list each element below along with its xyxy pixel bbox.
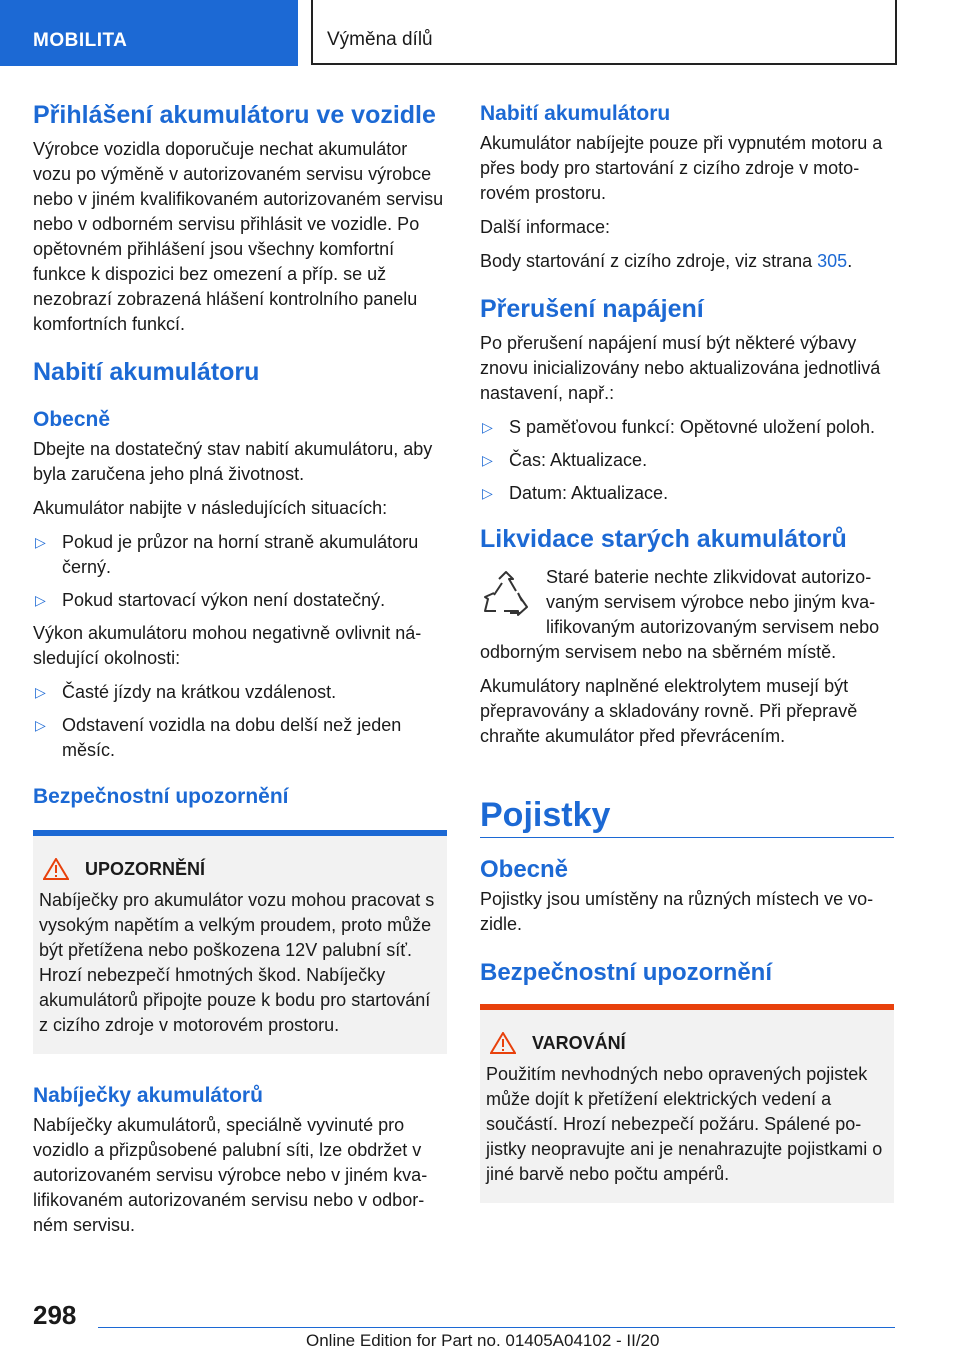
list-item: ▷ Čas: Aktualizace. (480, 448, 894, 473)
caution-title: UPOZORNĚNÍ (85, 858, 206, 879)
heading-disposal: Likvidace starých akumulátorů (480, 525, 847, 553)
caution-box (33, 830, 447, 1054)
heading-charging-right: Nabití akumulátoru (480, 102, 671, 125)
chapter-title: Výměna dílů (327, 29, 433, 50)
edition-info: Online Edition for Part no. 01405A04102 - II/20 (306, 1331, 660, 1350)
triangle-right-icon: ▷ (35, 684, 46, 700)
triangle-right-icon: ▷ (35, 534, 46, 550)
caution-header (39, 858, 439, 880)
heading-safety-fuses: Bezpečnostní upozornění (480, 959, 773, 986)
list-item: ▷ Datum: Aktualizace. (480, 481, 894, 506)
reinit-list (480, 415, 894, 506)
list-item: ▷ Pokud je průzor na horní straně akumulátoru černý. (35, 532, 419, 577)
warning-header (486, 1032, 886, 1054)
paragraph-fuses: Pojistky jsou umístěny na různých místech ve vozidle. (480, 889, 874, 934)
page-number: 298 (33, 1300, 77, 1330)
chapter-title-box (311, 0, 897, 65)
paragraph-chargers: Nabíječky akumulátorů, speciálně vyvinuté pro vozidlo a přizpůsobené palubní síti, lze obdržet v autorizovaném servisu výrobce nebo v jiném kvalifikovaném autorizovaném servisu nebo v odborném servisu. (33, 1115, 428, 1235)
paragraph-general-3: Výkon akumulátoru mohou negativně ovlivnit následující okolnosti: (33, 623, 422, 668)
right-column (480, 100, 894, 1231)
heading-chargers: Nabíječky akumulátorů (33, 1084, 263, 1107)
warning-box (480, 1004, 894, 1203)
warning-triangle-icon (43, 858, 69, 880)
heading-general-fuses: Obecně (480, 856, 569, 883)
warning-text: Použitím nevhodných nebo opravených pojistek může dojít k přetížení elektrických vedení a součástí. Hrozí nebezpečí požáru. Spálené pojistky neopravujte ani je nenahrazujte pojistkami o jiné barvě nebo počtu ampérů. (486, 1064, 883, 1184)
heading-charging: Nabití akumulátoru (33, 358, 260, 386)
warning-triangle-icon (490, 1032, 516, 1054)
page-header (0, 0, 960, 66)
paragraph-more-info: Další informace: (480, 217, 611, 237)
fuses-divider (480, 837, 894, 838)
paragraph-general-2: Akumulátor nabijte v následujících situacích: (33, 498, 388, 518)
paragraph-register: Výrobce vozidla doporučuje nechat akumulátor vozu po výměně v autorizovaném servisu výrobce nebo v jiném kvalifikovaném autorizovaném servisu nebo v odborném servisu přihlásit ve vozidle. Po opětovném přihlášení jsou všechny komfortní funkce k dispozici bez omezení a příp. se už nezobrazí zobrazená hlášení kontrolního panelu komfortních funkcí. (33, 139, 444, 334)
list-item: ▷ Časté jízdy na krátkou vzdálenost. (33, 680, 447, 705)
triangle-right-icon: ▷ (35, 592, 46, 608)
footer-divider (98, 1327, 895, 1328)
paragraph-charge: Akumulátor nabíjejte pouze při vypnutém motoru a přes body pro startování z cizího zdroje v motorovém prostoru. (480, 133, 883, 203)
triangle-right-icon: ▷ (482, 485, 493, 501)
triangle-right-icon: ▷ (482, 419, 493, 435)
recycle-icon (480, 569, 532, 621)
heading-safety: Bezpečnostní upozornění (33, 785, 289, 808)
heading-register-battery: Přihlášení akumulátoru ve vozidle (33, 101, 436, 129)
paragraph-reference: Body startování z cizího zdroje, viz strana 305. (480, 251, 853, 271)
heading-fuses: Pojistky (480, 796, 611, 834)
left-column (33, 100, 447, 1247)
triangle-right-icon: ▷ (35, 717, 46, 733)
triangle-right-icon: ▷ (482, 452, 493, 468)
list-item: ▷ Pokud startovací výkon není dostatečný. (33, 588, 447, 613)
paragraph-interruption: Po přerušení napájení musí být některé výbavy znovu inicializovány nebo aktualizována jednotlivá nastavení, např.: (480, 333, 881, 403)
list-item: ▷ Odstavení vozidla na dobu delší než jeden měsíc. (35, 715, 402, 760)
section-tab (0, 0, 298, 66)
charge-situations-list (33, 530, 447, 613)
caution-text: Nabíječky pro akumulátor vozu mohou pracovat s vysokým napětím a velkým proudem, proto může být přetížena nebo poškozena 12V palubní síť. Hrozí nebezpečí hmotných škod. Nabíječky akumulátorů připojte pouze k bodu pro startování z cizího zdroje v motorovém prostoru. (39, 890, 435, 1035)
negative-factors-list (33, 680, 447, 763)
list-item: ▷ S paměťovou funkcí: Opětovné uložení poloh. (480, 415, 894, 440)
section-label: MOBILITA (33, 30, 128, 51)
warning-title: VAROVÁNÍ (532, 1032, 626, 1053)
heading-general: Obecně (33, 408, 111, 431)
paragraph-general-1: Dbejte na dostatečný stav nabití akumulátoru, aby byla zaručena jeho plná životnost. (33, 439, 433, 484)
heading-power-interruption: Přerušení napájení (480, 295, 704, 323)
paragraph-disposal-2: Akumulátory naplněné elektrolytem musejí být přepravovány a skladovány rovně. Při přepravě chraňte akumulátor před převrácením. (480, 676, 858, 746)
paragraph-disposal-1: Staré baterie nechte zlikvidovat autorizovaným servisem výrobce nebo jiným kvalifikovaným autorizovaným servisem nebo odborným servisem nebo na sběrném místě. (480, 567, 880, 662)
page-reference-link[interactable]: 305 (817, 251, 848, 271)
